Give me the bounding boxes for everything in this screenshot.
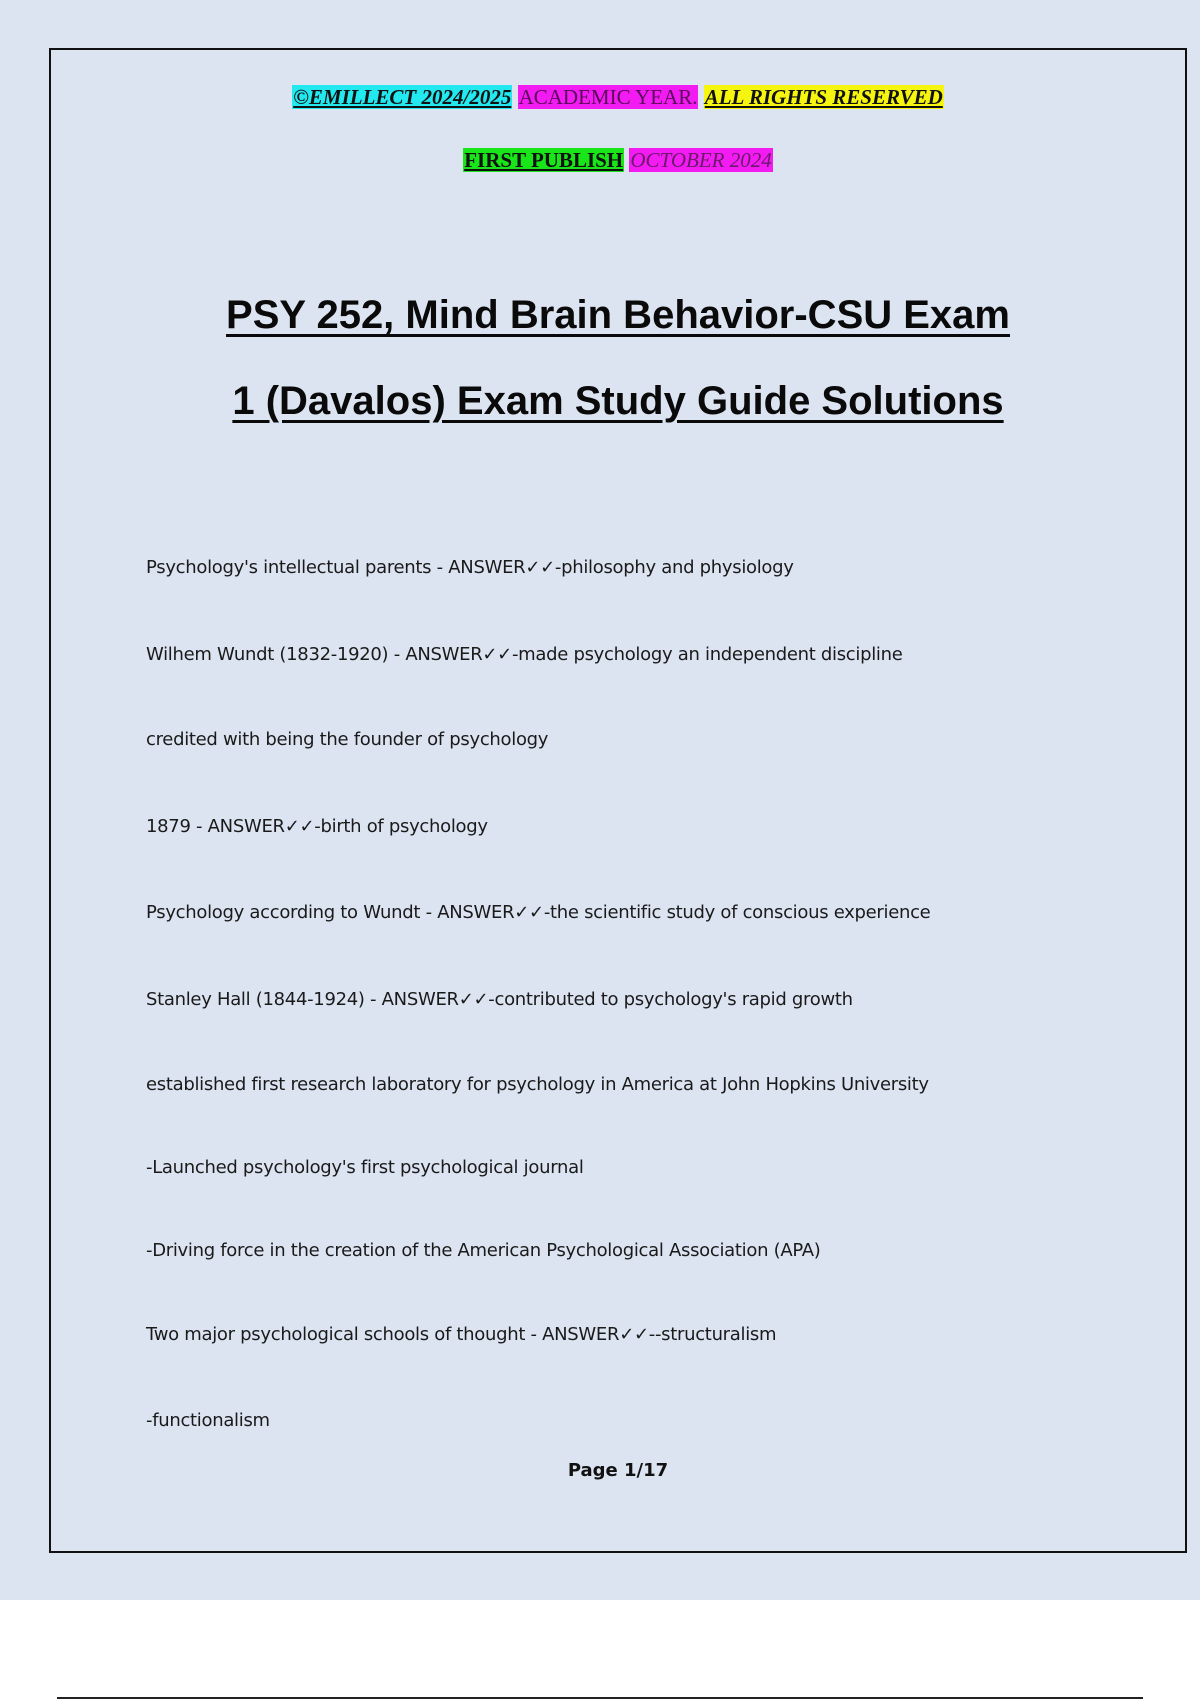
academic-year-text: ACADEMIC YEAR.: [518, 85, 698, 109]
entry-line: -functionalism: [146, 1410, 270, 1431]
entry-line: credited with being the founder of psychology: [146, 729, 549, 750]
document-title-line-2: 1 (Davalos) Exam Study Guide Solutions: [232, 379, 1004, 423]
entry-line: 1879 - ANSWER✓✓-birth of psychology: [146, 816, 488, 837]
copyright-banner: [51, 84, 1185, 110]
entry-line: Stanley Hall (1844-1924) - ANSWER✓✓-contributed to psychology's rapid growth: [146, 989, 853, 1010]
publish-banner: [51, 147, 1185, 173]
rights-text: ALL RIGHTS RESERVED: [704, 85, 943, 109]
entry-line: established first research laboratory for psychology in America at John Hopkins University: [146, 1074, 929, 1095]
entry-line: -Launched psychology's first psychological journal: [146, 1157, 584, 1178]
publish-date-text: OCTOBER 2024: [630, 148, 772, 172]
entry-line: Psychology's intellectual parents - ANSWER✓✓-philosophy and physiology: [146, 557, 794, 578]
document-title-line-1: PSY 252, Mind Brain Behavior-CSU Exam: [226, 293, 1010, 337]
entry-line: Psychology according to Wundt - ANSWER✓✓-the scientific study of conscious experience: [146, 902, 931, 923]
copyright-text: ©EMILLECT 2024/2025: [293, 85, 512, 109]
entry-line: Two major psychological schools of thought - ANSWER✓✓--structuralism: [146, 1324, 777, 1345]
entry-line: -Driving force in the creation of the American Psychological Association (APA): [146, 1240, 821, 1261]
first-publish-text: FIRST PUBLISH: [464, 148, 624, 172]
entry-line: Wilhem Wundt (1832-1920) - ANSWER✓✓-made psychology an independent discipline: [146, 644, 903, 665]
page-number: Page 1/17: [567, 1460, 669, 1481]
document-page-frame: [49, 48, 1187, 1553]
next-page-rule: [57, 1697, 1143, 1699]
